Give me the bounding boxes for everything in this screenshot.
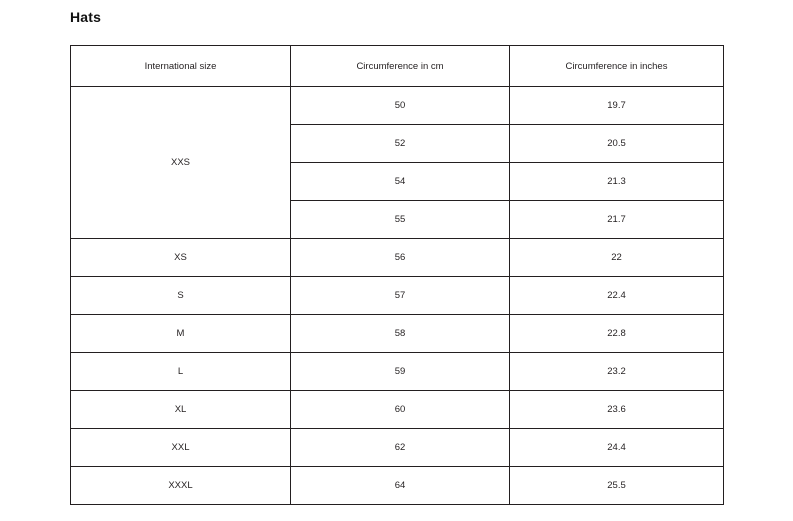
cell-international-size: XL (71, 391, 291, 429)
cell-circumference-cm: 60 (291, 391, 510, 429)
table-body (71, 87, 724, 505)
size-table-container (70, 45, 723, 505)
table-row (71, 315, 724, 353)
cell-circumference-inches: 22.4 (510, 277, 724, 315)
cell-circumference-cm: 62 (291, 429, 510, 467)
cell-circumference-cm: 56 (291, 239, 510, 277)
cell-international-size: XXXL (71, 467, 291, 505)
table-row (71, 353, 724, 391)
cell-circumference-inches: 21.7 (510, 201, 724, 239)
table-row (71, 277, 724, 315)
cell-circumference-inches: 19.7 (510, 87, 724, 125)
table-row (71, 391, 724, 429)
cell-international-size: S (71, 277, 291, 315)
cell-circumference-cm: 64 (291, 467, 510, 505)
size-table (70, 45, 724, 505)
cell-circumference-inches: 21.3 (510, 163, 724, 201)
cell-circumference-cm: 59 (291, 353, 510, 391)
cell-circumference-inches: 23.6 (510, 391, 724, 429)
table-header (71, 46, 724, 87)
column-header-international-size: International size (71, 46, 291, 87)
cell-circumference-inches: 25.5 (510, 467, 724, 505)
cell-circumference-inches: 20.5 (510, 125, 724, 163)
cell-circumference-cm: 55 (291, 201, 510, 239)
column-header-circumference-cm: Circumference in cm (291, 46, 510, 87)
cell-circumference-inches: 22 (510, 239, 724, 277)
cell-circumference-cm: 58 (291, 315, 510, 353)
cell-circumference-inches: 23.2 (510, 353, 724, 391)
table-row (71, 467, 724, 505)
page-title: Hats (70, 9, 102, 25)
cell-circumference-inches: 22.8 (510, 315, 724, 353)
table-row (71, 87, 724, 125)
table-row (71, 239, 724, 277)
cell-circumference-cm: 54 (291, 163, 510, 201)
table-row (71, 429, 724, 467)
cell-international-size: L (71, 353, 291, 391)
cell-circumference-cm: 52 (291, 125, 510, 163)
cell-circumference-cm: 57 (291, 277, 510, 315)
cell-circumference-cm: 50 (291, 87, 510, 125)
cell-international-size: M (71, 315, 291, 353)
table-header-row (71, 46, 724, 87)
cell-international-size: XXS (71, 87, 291, 239)
cell-circumference-inches: 24.4 (510, 429, 724, 467)
cell-international-size: XS (71, 239, 291, 277)
column-header-circumference-inches: Circumference in inches (510, 46, 724, 87)
cell-international-size: XXL (71, 429, 291, 467)
